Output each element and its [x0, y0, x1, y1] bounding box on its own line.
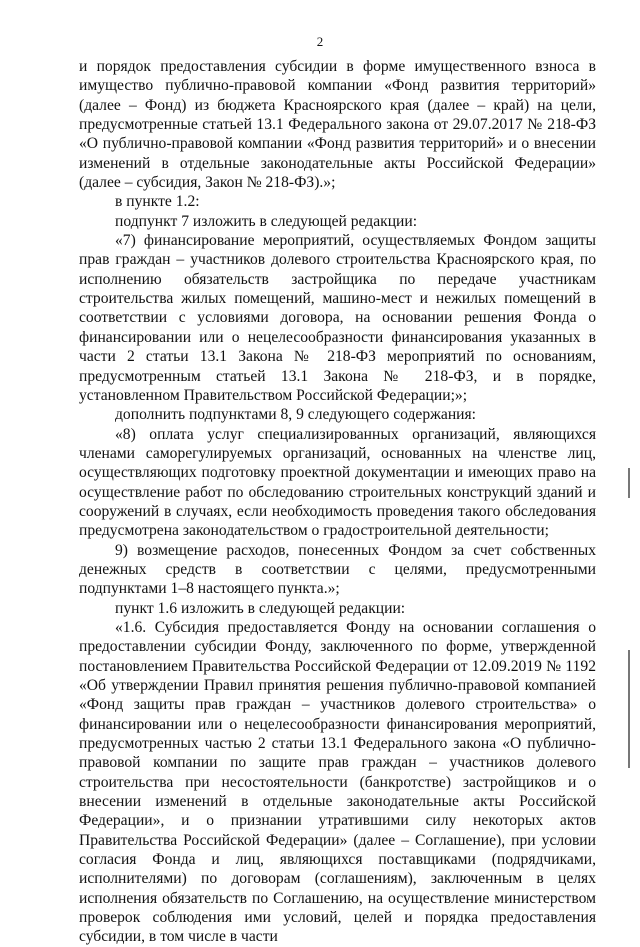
paragraph-4: «7) финансирование мероприятий, осуществляемых Фондом защиты прав граждан – участников долевого строительства Красноярского края, по исполнению обязательств застройщика по передаче участникам строительства жилых помещений, машино-мест и нежилых помещений в соответствии с условиями договора, на основании решения Фонда о финансировании или о нецелесообразности финансирования указанных в части 2 статьи 13.1 Закона № 218-ФЗ мероприятий по основаниям, предусмотренным статьей 13.1 Закона № 218-ФЗ, и в порядке, установленном Правительством Российской Федерации;»;: [79, 232, 596, 404]
scan-edge-mark-2: [628, 650, 630, 768]
paragraph-6: «8) оплата услуг специализированных организаций, являющихся членами саморегулируемых организаций, основанных на членстве лиц, осуществляющих подготовку проектной документации и имеющих право на осуществление работ по обследованию строительных конструкций зданий и сооружений в случаях, если необходимость проведения такого обследования предусмотрена законодательством о градостроительной деятельности;: [79, 425, 596, 540]
paragraph-2: в пункте 1.2:: [115, 193, 200, 211]
paragraph-9: «1.6. Субсидия предоставляется Фонду на основании соглашения о предоставлении субсидии Фонду, заключенного по форме, утвержденной постановлением Правительства Российской Федерации от 12.09.2019 № 1192 «Об утверждении Правил принятия решения публично-правовой компанией «Фонд защиты прав граждан – участников долевого строительства» о финансировании или о нецелесообразности финансирования мероприятий, предусмотренных частью 2 статьи 13.1 Федерального закона «О публично-правовой компании по защите прав граждан – участников долевого строительства при несостоятельности (банкротстве) застройщиков и о внесении изменений в отдельные законодательные акты Российской Федерации», и о признании утратившими силу некоторых актов Правительства Российской Федерации» (далее – Соглашение), при условии согласия Фонда и лиц, являющихся поставщиками (подрядчиками, исполнителями) по договорам (соглашениям), заключенным в целях исполнения обязательств по Соглашению, на осуществление министерством проверок соблюдения ими условий, целей и порядка предоставления субсидии, в том числе в части: [79, 618, 596, 946]
paragraph-1: и порядок предоставления субсидии в форме имущественного взноса в имущество публично-правовой компании «Фонд развития территорий» (далее – Фонд) из бюджета Красноярского края (далее – край) на цели, предусмотренные статьей 13.1 Федерального закона от 29.07.2017 № 218-ФЗ «О публично-правовой компании «Фонд развития территорий» и о внесении изменений в отдельные законодательные акты Российской Федерации» (далее – субсидия, Закон № 218-ФЗ).»;: [79, 58, 596, 192]
body-text: [79, 57, 596, 947]
page-number: 2: [316, 34, 324, 49]
paragraph-5: дополнить подпунктами 8, 9 следующего содержания:: [115, 406, 477, 424]
scan-edge-mark-1: [628, 468, 630, 498]
paragraph-7: 9) возмещение расходов, понесенных Фондом за счет собственных денежных средств в соответствии с целями, предусмотренными подпунктами 1–8 настоящего пункта.»;: [79, 541, 596, 598]
paragraph-8: пункт 1.6 изложить в следующей редакции:: [115, 599, 406, 617]
paragraph-3: подпункт 7 изложить в следующей редакции:: [115, 212, 418, 230]
